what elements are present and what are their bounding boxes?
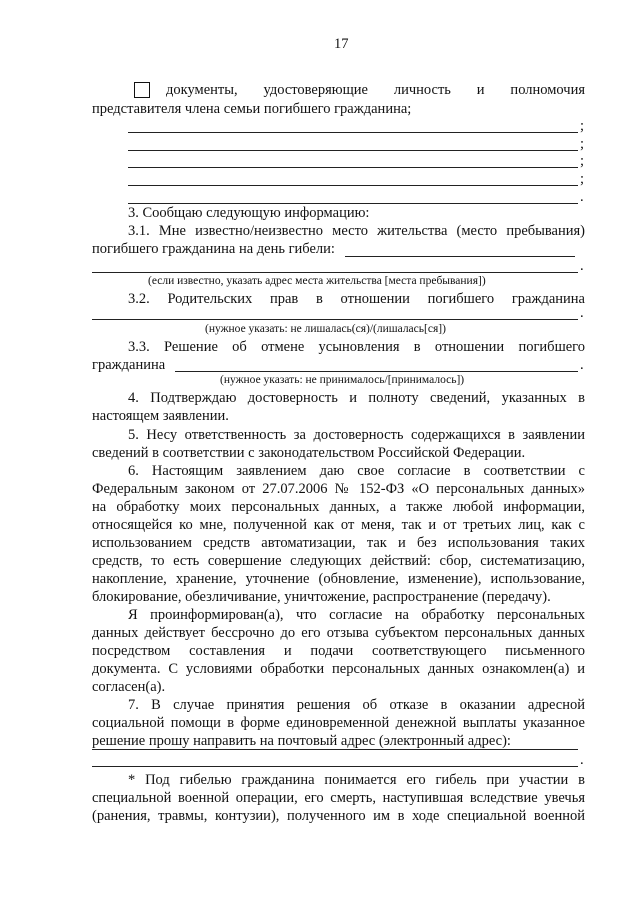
s33-line-1: 3.3. Решение об отмене усыновления в отношении погибшего — [128, 339, 585, 355]
blank-line-2[interactable] — [128, 150, 578, 151]
p4-line-1: 4. Подтверждаю достоверность и полноту сведений, указанных в — [128, 390, 585, 406]
s33-note: (нужное указать: не принималось/[принималось]) — [220, 374, 465, 386]
page-number: 17 — [334, 36, 349, 52]
s32-answer-line[interactable] — [92, 319, 578, 320]
p6-line: Федеральным законом от 27.07.2006 № 152-ФЗ «О персональных данных» — [92, 481, 585, 497]
p6-line: относящейся ко мне, полученной как от меня, так и от третьих лиц, как с — [92, 517, 585, 533]
section-3-heading: 3. Сообщаю следующую информацию: — [128, 205, 370, 221]
line-end-semicolon: ; — [580, 136, 585, 152]
s31-address-line[interactable] — [92, 272, 578, 273]
s33-answer-line[interactable] — [175, 371, 578, 372]
p4-line-2: настоящем заявлении. — [92, 408, 229, 424]
p6-line: накопление, хранение, уточнение (обновление, изменение), использование, — [92, 571, 585, 587]
line-end-period: . — [580, 189, 584, 205]
p6-line: средств, то есть совершение следующих действий: сбор, систематизацию, — [92, 553, 585, 569]
blank-line-5[interactable] — [128, 203, 578, 204]
footnote-line: специальной военной операции, его смерть, наступившая вследствие увечья — [92, 790, 585, 806]
docs-line-2: представителя члена семьи погибшего гражданина; — [92, 101, 412, 117]
p5-line-1: 5. Несу ответственность за достоверность содержащихся в заявлении — [128, 427, 585, 443]
line-end-semicolon: ; — [580, 153, 585, 169]
p6-line: использованием средств автоматизации, так и без использования таких — [92, 535, 585, 551]
informed-line: согласен(а). — [92, 679, 166, 695]
line-end-period: . — [580, 357, 584, 373]
line-end-period: . — [580, 752, 584, 768]
docs-line-1: документы, удостоверяющие личность и полномочия — [166, 82, 585, 98]
s31-answer-line[interactable] — [345, 256, 575, 257]
line-end-period: . — [580, 258, 584, 274]
s33-line-2: гражданина — [92, 357, 166, 373]
p6-line: блокирование, обезличивание, уничтожение, распространение (передачу). — [92, 589, 551, 605]
p5-line-2: сведений в соответствии с законодательством Российской Федерации. — [92, 445, 526, 461]
informed-line: данных действует бессрочно до его отзыва субъектом персональных данных — [92, 625, 585, 641]
blank-line-1[interactable] — [128, 132, 578, 133]
s31-line-2: погибшего гражданина на день гибели: — [92, 241, 335, 257]
p7-line: 7. В случае принятия решения об отказе в оказании адресной — [128, 697, 585, 713]
line-end-period: . — [580, 305, 584, 321]
blank-line-4[interactable] — [128, 185, 578, 186]
p6-line: 6. Настоящим заявлением даю свое согласие в соответствии с — [128, 463, 585, 479]
s31-line-1: 3.1. Мне известно/неизвестно место жительства (место пребывания) — [128, 223, 585, 239]
s31-note: (если известно, указать адрес места жительства [места пребывания]) — [148, 275, 486, 287]
postal-address-line[interactable] — [92, 749, 578, 750]
s32-line-1: 3.2. Родительских прав в отношении погибшего гражданина — [128, 291, 585, 307]
p7-line: решение прошу направить на почтовый адрес (электронный адрес): — [92, 733, 511, 749]
p7-line: социальной помощи в форме единовременной денежной выплаты указанное — [92, 715, 585, 731]
line-end-semicolon: ; — [580, 118, 585, 134]
blank-line-3[interactable] — [128, 167, 578, 168]
s32-note: (нужное указать: не лишалась(ся)/(лишалась[ся]) — [205, 323, 446, 335]
informed-line: Я проинформирован(а), что согласие на обработку персональных — [128, 607, 585, 623]
line-end-semicolon: ; — [580, 171, 585, 187]
informed-line: документа. С условиями обработки персональных данных ознакомлен(а) и — [92, 661, 585, 677]
footnote-line: * Под гибелью гражданина понимается его гибель при участии в — [128, 772, 585, 788]
informed-line: посредством составления и подачи соответствующего письменного — [92, 643, 585, 659]
footnote-line: (ранения, травмы, контузии), полученного им в ходе специальной военной — [92, 808, 585, 824]
p6-line: на обработку моих персональных данных, а также любой информации, — [92, 499, 585, 515]
documents-checkbox[interactable] — [134, 82, 150, 98]
postal-address-line-2[interactable] — [92, 766, 578, 767]
